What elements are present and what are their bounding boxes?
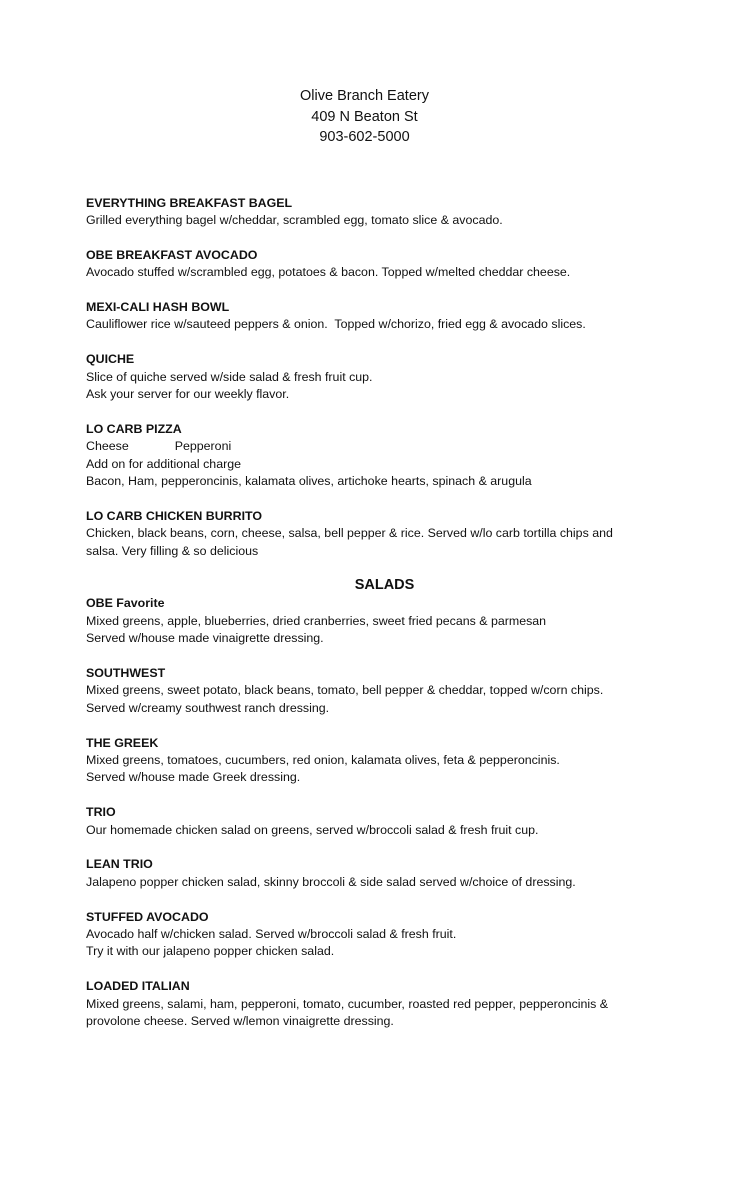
menu-item — [86, 508, 689, 560]
menu-item-description: Add on for additional charge — [86, 456, 241, 471]
menu-item-description: Served w/house made vinaigrette dressing. — [86, 631, 324, 646]
restaurant-address: 409 N Beaton St — [311, 108, 418, 125]
menu-item-description: Mixed greens, apple, blueberries, dried cranberries, sweet fried pecans & parmesan — [86, 613, 547, 628]
menu-item-name: EVERYTHING BREAKFAST BAGEL — [86, 195, 293, 210]
menu-item-description: Slice of quiche served w/side salad & fresh fruit cup. — [86, 369, 373, 384]
menu-item-name: THE GREEK — [86, 735, 159, 750]
restaurant-header — [0, 0, 729, 148]
menu-item-name: OBE Favorite — [86, 596, 165, 611]
menu-item-description: Bacon, Ham, pepperoncinis, kalamata olives, artichoke hearts, spinach & arugula — [86, 473, 532, 488]
menu-item-description: Ask your server for our weekly flavor. — [86, 386, 290, 401]
menu-item — [86, 351, 689, 403]
menu-item-description: Grilled everything bagel w/cheddar, scrambled egg, tomato slice & avocado. — [86, 212, 503, 227]
menu-item-description: Avocado stuffed w/scrambled egg, potatoes & bacon. Topped w/melted cheddar cheese. — [86, 265, 571, 280]
menu-item-name: QUICHE — [86, 352, 135, 367]
menu-item — [86, 595, 689, 647]
menu-item-description: Cauliflower rice w/sauteed peppers & onion. Topped w/chorizo, fried egg & avocado slices. — [86, 317, 586, 332]
menu-item — [86, 195, 689, 230]
menu-item-description: salsa. Very filling & so delicious — [86, 543, 259, 558]
menu-item-description: Served w/house made Greek dressing. — [86, 770, 301, 785]
breakfast-menu-section — [86, 195, 689, 560]
menu-item — [86, 735, 689, 787]
menu-item-name: LEAN TRIO — [86, 857, 153, 872]
menu-item-name: LO CARB CHICKEN BURRITO — [86, 508, 262, 523]
menu-item-description: Chicken, black beans, corn, cheese, salsa, bell pepper & rice. Served w/lo carb tortilla chips and — [86, 526, 613, 541]
menu-item-description: Our homemade chicken salad on greens, served w/broccoli salad & fresh fruit cup. — [86, 822, 539, 837]
salads-heading: SALADS — [354, 577, 415, 594]
menu-item-description: Mixed greens, sweet potato, black beans, tomato, bell pepper & cheddar, topped w/corn chips. — [86, 683, 604, 698]
menu-item-description: Served w/creamy southwest ranch dressing. — [86, 700, 330, 715]
menu-item-name: OBE BREAKFAST AVOCADO — [86, 247, 258, 262]
menu-item-description: Try it with our jalapeno popper chicken salad. — [86, 944, 335, 959]
menu-item-description: Mixed greens, salami, ham, pepperoni, tomato, cucumber, roasted red pepper, pepperoncinis & — [86, 996, 609, 1011]
menu-item-name: STUFFED AVOCADO — [86, 909, 209, 924]
menu-item — [86, 909, 689, 961]
menu-item-name: LOADED ITALIAN — [86, 979, 190, 994]
restaurant-name: Olive Branch Eatery — [300, 88, 429, 104]
menu-item-name: TRIO — [86, 805, 116, 820]
menu-item — [86, 856, 689, 891]
menu-item-description: Mixed greens, tomatoes, cucumbers, red onion, kalamata olives, feta & pepperoncinis. — [86, 752, 560, 767]
menu-item-option: Pepperoni — [174, 439, 232, 454]
menu-item-options — [86, 438, 689, 455]
salads-menu-section — [86, 595, 689, 1030]
menu-item-name: LO CARB PIZZA — [86, 421, 182, 436]
menu-item — [86, 247, 689, 282]
menu-item-description: Avocado half w/chicken salad. Served w/broccoli salad & fresh fruit. — [86, 926, 457, 941]
menu-item-option: Cheese — [86, 439, 129, 454]
restaurant-phone: 903-602-5000 — [319, 129, 410, 145]
menu-item-description: Jalapeno popper chicken salad, skinny broccoli & side salad served w/choice of dressing. — [86, 874, 576, 889]
menu-item — [86, 978, 689, 1030]
menu-item-description: provolone cheese. Served w/lemon vinaigrette dressing. — [86, 1014, 394, 1028]
menu-item-name: SOUTHWEST — [86, 665, 166, 680]
menu-item — [86, 665, 689, 717]
menu-item — [86, 804, 689, 839]
menu-item — [86, 421, 689, 491]
menu-item — [86, 299, 689, 334]
menu-item-name: MEXI-CALI HASH BOWL — [86, 299, 230, 314]
